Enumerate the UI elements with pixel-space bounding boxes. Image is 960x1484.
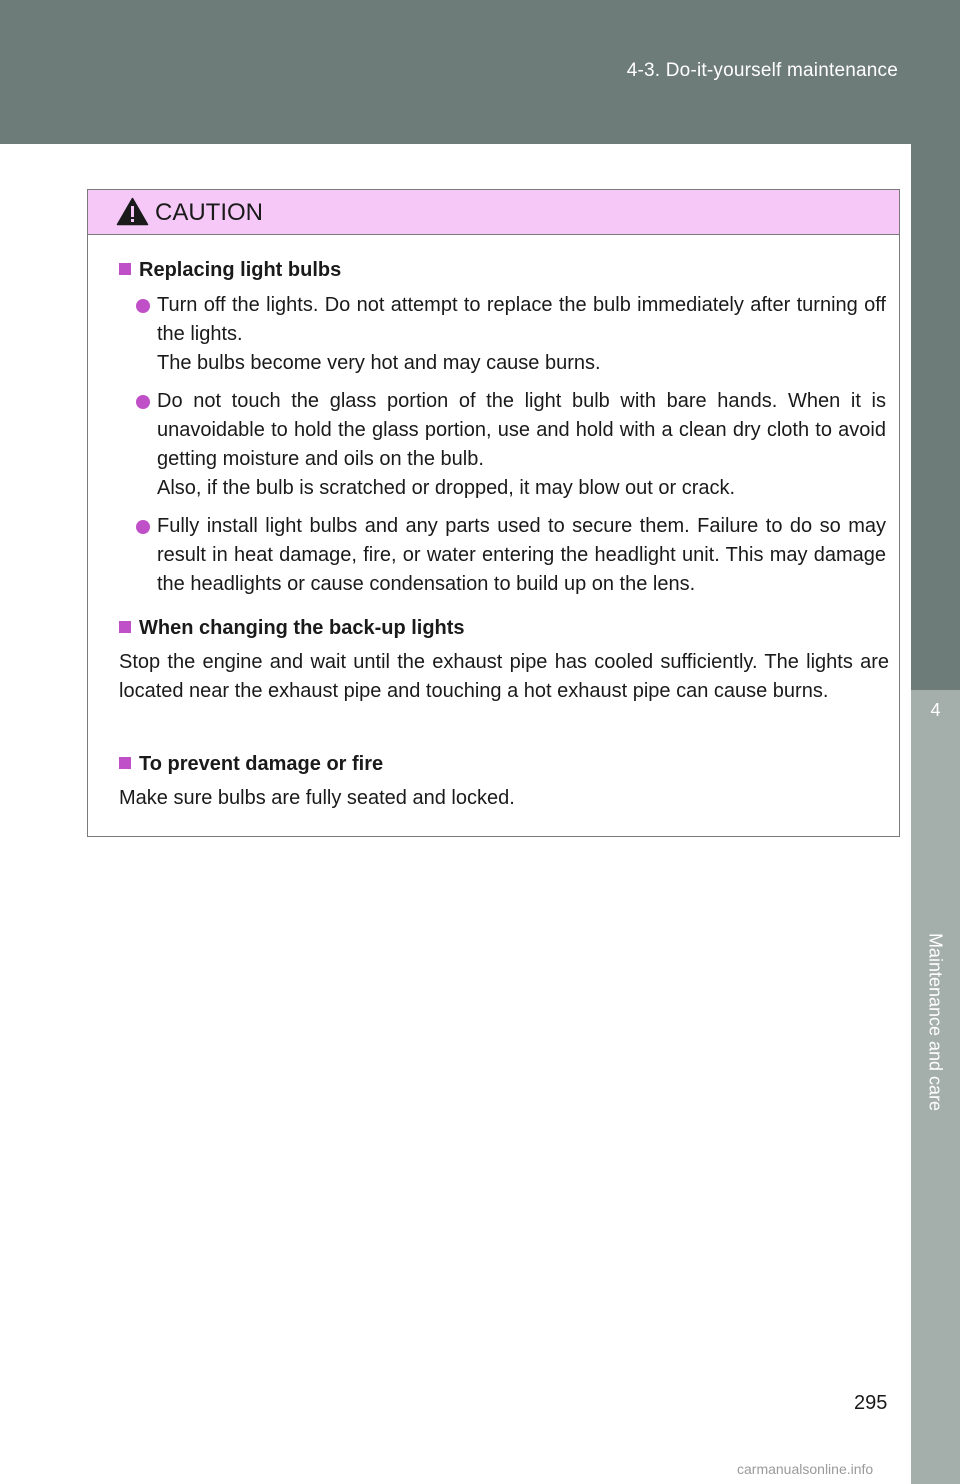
section-heading: Replacing light bulbs xyxy=(119,257,341,283)
circle-bullet-icon xyxy=(136,299,150,313)
bullet-note: The bulbs become very hot and may cause burns. xyxy=(157,352,601,374)
page-number: 295 xyxy=(854,1392,888,1414)
list-item xyxy=(136,512,886,599)
section-heading: When changing the back-up lights xyxy=(119,615,465,641)
caution-box xyxy=(87,189,900,837)
watermark: carmanualsonline.info xyxy=(737,1461,874,1477)
circle-bullet-icon xyxy=(136,395,150,409)
section-text: Make sure bulbs are fully seated and locked. xyxy=(119,787,515,809)
caution-title: CAUTION xyxy=(155,199,263,226)
caution-header xyxy=(88,190,899,235)
list-item xyxy=(136,387,886,503)
bullet-text: Turn off the lights. Do not attempt to replace the bulb immediately after turning off the lights. xyxy=(157,294,886,345)
warning-triangle-icon xyxy=(116,197,149,226)
square-bullet-icon xyxy=(119,757,131,769)
side-tab-dark xyxy=(911,144,960,690)
chapter-label: Maintenance and care xyxy=(925,932,946,1112)
page-header xyxy=(0,0,960,144)
section-title: 4-3. Do-it-yourself maintenance xyxy=(626,60,898,81)
section-text: Stop the engine and wait until the exhaust pipe has cooled sufficiently. The lights are located near the exhaust pipe and touching a hot exhaust pipe can cause burns. xyxy=(119,651,889,702)
square-bullet-icon xyxy=(119,263,131,275)
bullet-text: Fully install light bulbs and any parts used to secure them. Failure to do so may result in heat damage, fire, or water entering the headlight unit. This may damage the headlights or cause condensation to build up on the lens. xyxy=(157,515,886,595)
list-item xyxy=(136,291,886,378)
bullet-text: Do not touch the glass portion of the light bulb with bare hands. When it is unavoidable to hold the glass portion, use and hold with a clean dry cloth to avoid getting moisture and oils on the bulb. xyxy=(157,390,886,470)
square-bullet-icon xyxy=(119,621,131,633)
section-heading: To prevent damage or fire xyxy=(119,751,383,777)
chapter-number: 4 xyxy=(930,700,941,720)
circle-bullet-icon xyxy=(136,520,150,534)
bullet-note: Also, if the bulb is scratched or dropped, it may blow out or crack. xyxy=(157,477,736,499)
